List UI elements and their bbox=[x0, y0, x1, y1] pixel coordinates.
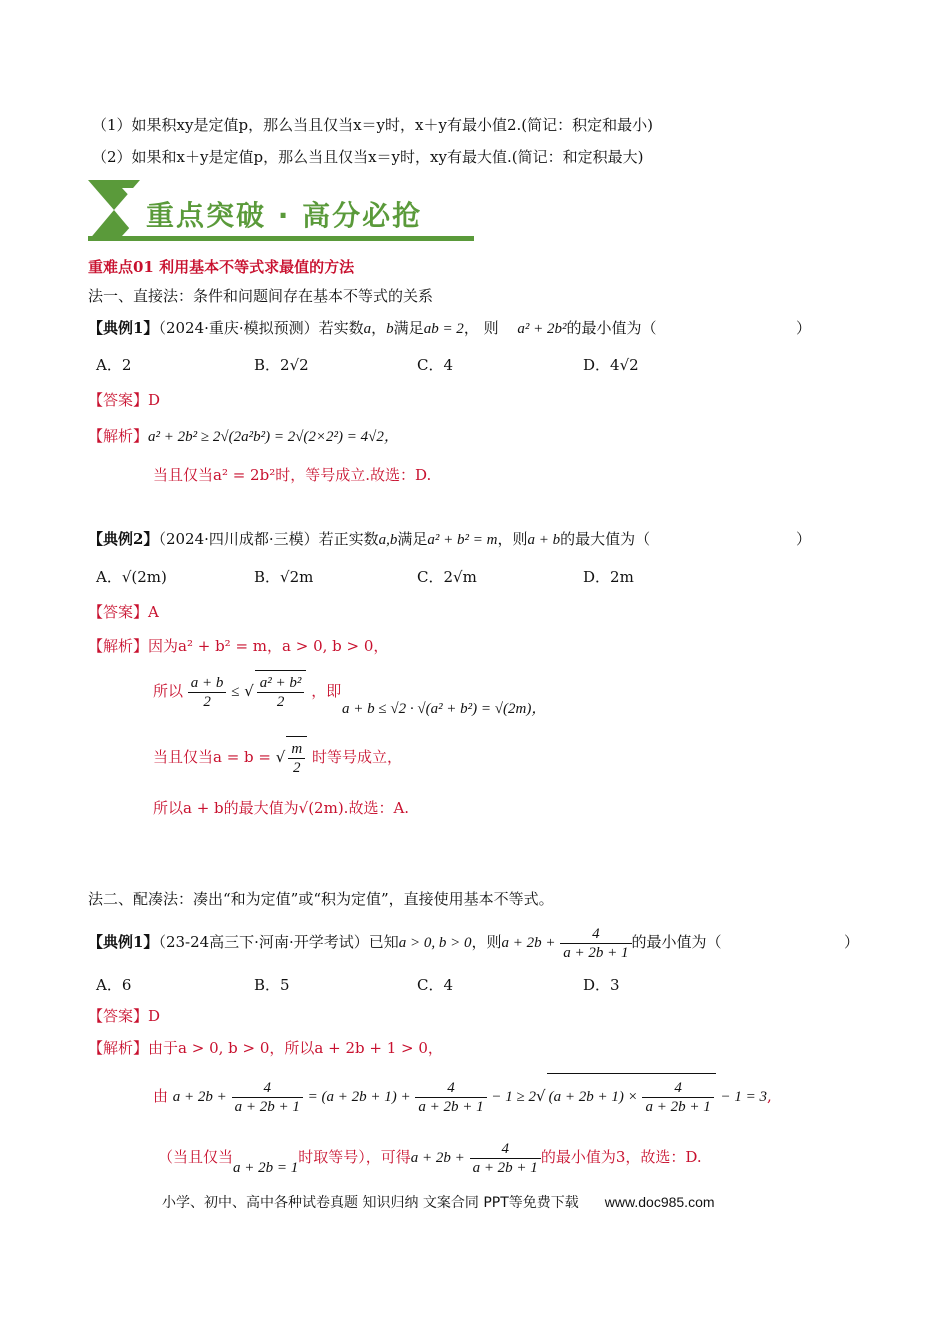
ex1-option-b: B．2√2 bbox=[254, 356, 309, 374]
ex1-option-d: D．4√2 bbox=[583, 356, 639, 374]
ex2-analysis-3: 当且仅当a = b = √ $\frac{m}{2}$ 时等号成立， bbox=[153, 736, 402, 777]
ex3-option-a: A．6 bbox=[96, 976, 132, 994]
ex1-option-a: A．2 bbox=[96, 356, 132, 374]
example-1-paren-close: ） bbox=[796, 319, 812, 337]
section-title: 重难点01 利用基本不等式求最值的方法 bbox=[88, 258, 355, 276]
ex2-analysis-2c: a + b ≤ √2 · √(a² + b²) = √(2m)， bbox=[342, 701, 547, 717]
section-banner bbox=[88, 180, 474, 242]
example-3-paren-close: ） bbox=[844, 933, 860, 951]
frac-4-over-a2b1: $\frac{4}{a + 2b + 1}$ bbox=[560, 925, 631, 962]
ex3-option-b: B．5 bbox=[254, 976, 290, 994]
frac-a-plus-b-over-2: $\frac{a + b}{2}$ bbox=[188, 674, 227, 711]
footer bbox=[162, 1192, 715, 1212]
ex3-analysis-1: 【解析】由于a > 0, b > 0，所以a + 2b + 1 > 0， bbox=[88, 1039, 443, 1057]
ex2-option-b: B．√2m bbox=[254, 568, 314, 586]
ex3-analysis-3: （当且仅当a + 2b = 1时取等号），可得a + 2b + $\frac{4}{a + 2b + 1}$ 的最小值为3，故选：D. bbox=[158, 1140, 702, 1176]
ex2-answer: 【答案】A bbox=[88, 603, 159, 621]
ex2-analysis-1: 【解析】因为a² + b² = m，a > 0, b > 0， bbox=[88, 637, 389, 655]
ex3-option-c: C．4 bbox=[417, 976, 454, 994]
method-2: 法二、配凑法：凑出“和为定值”或“积为定值”，直接使用基本不等式。 bbox=[88, 890, 554, 908]
frac-m-over-2: $\frac{m}{2}$ bbox=[288, 740, 305, 777]
example-2-paren-close: ） bbox=[796, 530, 812, 548]
example-3-question: 【典例1】（23-24高三下·河南·开学考试）已知a > 0, b > 0，则a + 2b + $\frac{4}{a + 2b + 1}$ 的最小值为（ bbox=[88, 925, 722, 961]
method-1: 法一、直接法：条件和问题间存在基本不等式的关系 bbox=[88, 287, 434, 305]
ex1-option-c: C．4 bbox=[417, 356, 454, 374]
example-2-question: 【典例2】（2024·四川成都·三模）若正实数a,b满足a² + b² = m，则a + b的最大值为（ bbox=[88, 530, 651, 548]
ex1-answer: 【答案】D bbox=[88, 391, 161, 409]
footer-text: 小学、初中、高中各种试卷真题 知识归纳 文案合同 PPT等免费下载 bbox=[162, 1195, 579, 1211]
ex3-answer: 【答案】D bbox=[88, 1007, 161, 1025]
ex2-option-a: A．√(2m) bbox=[96, 568, 167, 586]
example-1-question: 【典例1】（2024·重庆·模拟预测）若实数a，b满足ab = 2， 则 a² + 2b²的最小值为（ bbox=[88, 319, 657, 337]
ex2-option-c: C．2√m bbox=[417, 568, 477, 586]
footer-url[interactable]: www.doc985.com bbox=[604, 1194, 715, 1210]
ex2-analysis-2: 所以 $\frac{a + b}{2}$ ≤ √ $\frac{\text{a² + b²}}{2}$ ，即 bbox=[153, 670, 341, 712]
banner-text: 重点突破 · 高分必抢 bbox=[146, 199, 423, 232]
rule-2: （2）如果和x＋y是定值p，那么当且仅当x＝y时，xy有最大值.(简记：和定积最大) bbox=[92, 148, 644, 166]
ex3-analysis-2: 由 a + 2b + $\frac{4}{a + 2b + 1}$ = (a + 2b + 1) + $\frac{4}{a + 2b + 1}$ − 1 ≥ 2√ (a + 2b + 1) × $\frac{4}{a + 2b + 1}$ − 1 = 3, bbox=[153, 1073, 772, 1119]
rule-1: （1）如果积xy是定值p，那么当且仅当x＝y时，x＋y有最小值2.(简记：积定和最小) bbox=[92, 116, 653, 134]
ex3-option-d: D．3 bbox=[583, 976, 620, 994]
ex2-option-d: D．2m bbox=[583, 568, 634, 586]
ex2-analysis-4: 所以a + b的最大值为√(2m).故选：A. bbox=[153, 799, 410, 817]
ex1-equality: 当且仅当a² = 2b²时，等号成立.故选：D. bbox=[153, 466, 432, 484]
ex1-analysis: 【解析】a² + 2b² ≥ 2√(2a²b²) = 2√(2×2²) = 4√2， bbox=[88, 427, 399, 445]
frac-a2-plus-b2-over-2: $\frac{\text{a² + b²}}{2}$ bbox=[257, 674, 305, 711]
